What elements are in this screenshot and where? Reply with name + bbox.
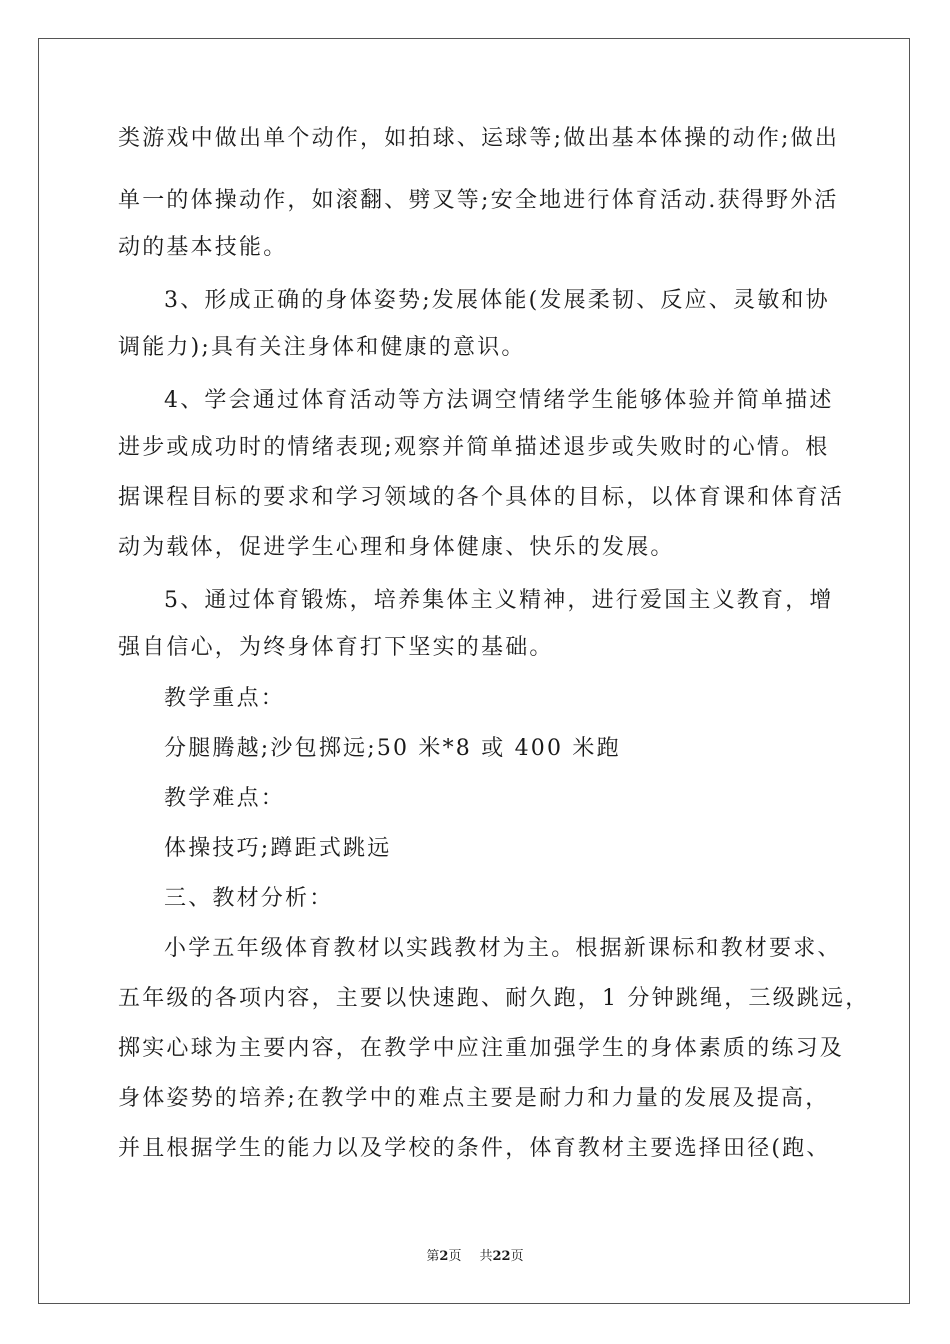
text-line: 强自信心，为终身体育打下坚实的基础。 [118,635,554,660]
page-prefix: 第 [426,1249,440,1264]
page-footer [0,1245,950,1264]
page-current: 2 [439,1249,449,1264]
heading-difficulties: 教学难点： [164,786,286,811]
difficulties-text: 体操技巧;蹲距式跳远 [164,836,392,861]
paragraph-start: 4、学会通过体育活动等方法调空情绪学生能够体验并简单描述 [164,388,834,413]
page-unit: 页 [448,1249,462,1264]
text-line: 进步或成功时的情绪表现;观察并简单描述退步或失败时的心情。根 [118,435,830,460]
text-line: 动为载体，促进学生心理和身体健康、快乐的发展。 [118,535,675,560]
page-total: 22 [492,1249,511,1264]
section-heading: 三、教材分析： [164,886,334,911]
paragraph-start: 3、形成正确的身体姿势;发展体能(发展柔韧、反应、灵敏和协 [164,288,830,313]
text-line: 单一的体操动作，如滚翻、劈叉等;安全地进行体育活动.获得野外活 [118,188,839,213]
page-border [38,38,910,1304]
text-line: 并且根据学生的能力以及学校的条件，体育教材主要选择田径(跑、 [118,1136,831,1161]
text-line: 调能力);具有关注身体和健康的意识。 [118,335,526,360]
total-prefix: 共 [479,1249,493,1264]
text-line: 类游戏中做出单个动作，如拍球、运球等;做出基本体操的动作;做出 [118,126,840,151]
heading-key-points: 教学重点： [164,686,286,711]
text-line: 动的基本技能。 [118,235,288,260]
text-line: 五年级的各项内容，主要以快速跑、耐久跑，1 分钟跳绳，三级跳远， [118,986,870,1011]
text-line: 掷实心球为主要内容，在教学中应注重加强学生的身体素质的练习及 [118,1036,845,1061]
paragraph-start: 5、通过体育锻炼，培养集体主义精神，进行爱国主义教育，增 [164,588,834,613]
text-line: 身体姿势的培养;在教学中的难点主要是耐力和力量的发展及提高， [118,1086,830,1111]
text-line: 据课程目标的要求和学习领域的各个具体的目标，以体育课和体育活 [118,485,845,510]
key-points-text: 分腿腾越;沙包掷远;50 米*8 或 400 米跑 [164,736,621,761]
total-unit: 页 [510,1249,524,1264]
paragraph-start: 小学五年级体育教材以实践教材为主。根据新课标和教材要求、 [164,936,842,961]
